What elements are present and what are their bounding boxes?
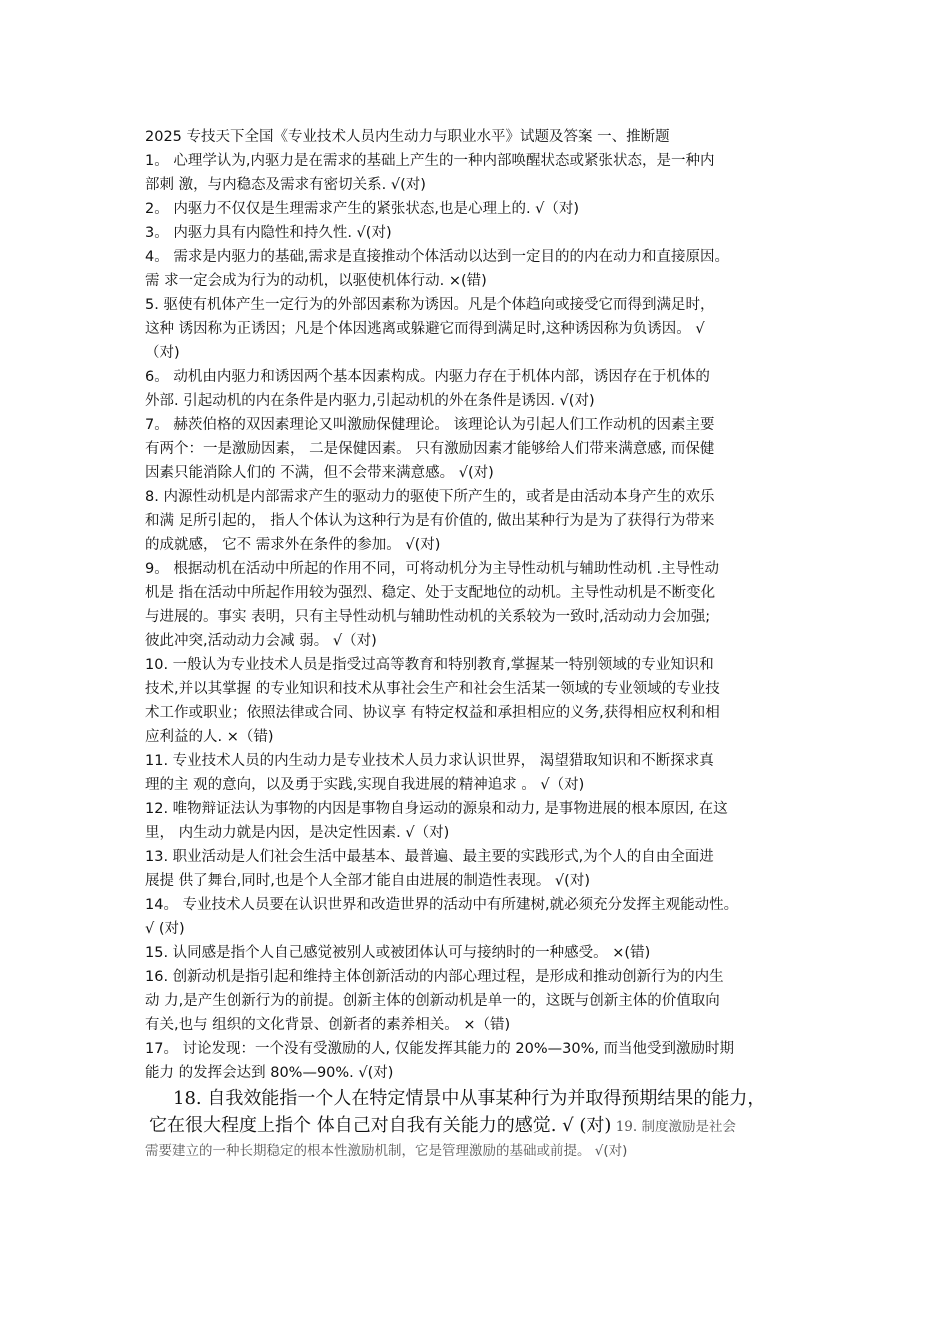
question-line: 的成就感， 它不 需求外在条件的参加。 √(对) <box>145 537 441 553</box>
question-line: 术工作或职业；依照法律或合同、协议享 有特定权益和承担相应的义务,获得相应权利和相 <box>145 705 720 721</box>
question-line: 展提 供了舞台,同时,也是个人全部才能自由进展的制造性表现。 √(对) <box>145 873 590 889</box>
question-list <box>145 149 825 1085</box>
question-item <box>145 893 825 941</box>
question-line: 里， 内生动力就是内因，是决定性因素. √（对) <box>145 825 450 841</box>
question-19-start: 19. 制度激励是社会 <box>611 1119 736 1135</box>
question-line: 14。 专业技术人员要在认识世界和改造世界的活动中有所建树,就必须充分发挥主观能动性。 <box>145 897 739 913</box>
question-item <box>145 221 825 245</box>
question-line: 有两个：一是激励因素， 二是保健因素。 只有激励因素才能够给人们带来满意感, 而保健 <box>145 441 715 457</box>
question-line: 和满 足所引起的， 指人个体认为这种行为是有价值的, 做出某种行为是为了获得行为带来 <box>145 513 715 529</box>
question-line: 应利益的人. ×（错) <box>145 729 274 745</box>
question-line: 11. 专业技术人员的内生动力是专业技术人员力求认识世界， 渴望猎取知识和不断探求真 <box>145 753 714 769</box>
question-line: 9。 根据动机在活动中所起的作用不同，可将动机分为主导性动机与辅助性动机 .主导性动 <box>145 561 720 577</box>
question-line: 机是 指在活动中所起作用较为强烈、稳定、处于支配地位的动机。主导性动机是不断变化 <box>145 585 716 601</box>
question-item <box>145 365 825 413</box>
question-line: 外部. 引起动机的内在条件是内驱力,引起动机的外在条件是诱因. √(对) <box>145 393 595 409</box>
question-line: 动 力,是产生创新行为的前提。创新主体的创新动机是单一的，这既与创新主体的价值取向 <box>145 993 720 1009</box>
question-line: 这种 诱因称为正诱因；凡是个体因逃离或躲避它而得到满足时,这种诱因称为负诱因。 √ <box>145 321 705 337</box>
question-item <box>145 149 825 197</box>
question-18-line-2: 它在很大程度上指个 体自己对自我有关能力的感觉. √ (对) <box>149 1115 612 1136</box>
question-item <box>145 413 825 485</box>
question-line: √ (对) <box>145 921 185 937</box>
question-item <box>145 557 825 653</box>
question-item <box>145 965 825 1037</box>
question-line: 6。 动机由内驱力和诱因两个基本因素构成。内驱力存在于机体内部，诱因存在于机体的 <box>145 369 710 385</box>
document-content <box>145 125 825 1163</box>
question-18-line-1: 18. 自我效能指一个人在特定情景中从事某种行为并取得预期结果的能力， <box>173 1088 766 1109</box>
question-item-18 <box>145 1085 825 1139</box>
question-line: 3。 内驱力具有内隐性和持久性. √(对) <box>145 225 392 241</box>
question-line: 12. 唯物辩证法认为事物的内因是事物自身运动的源泉和动力, 是事物进展的根本原因, 在这 <box>145 801 728 817</box>
question-line: 1。 心理学认为,内驱力是在需求的基础上产生的一种内部唤醒状态或紧张状态，是一种内 <box>145 153 715 169</box>
question-line: 16. 创新动机是指引起和维持主体创新活动的内部心理过程，是形成和推动创新行为的内生 <box>145 969 724 985</box>
question-item <box>145 797 825 845</box>
question-line: （对) <box>145 345 180 361</box>
question-line: 因素只能消除人们的 不满，但不会带来满意感。 √(对) <box>145 465 494 481</box>
question-line: 17。 讨论发现：一个没有受激励的人, 仅能发挥其能力的 20%—30%, 而当他受到激励时期 <box>145 1041 735 1057</box>
question-item <box>145 941 825 965</box>
question-line: 13. 职业活动是人们社会生活中最基本、最普遍、最主要的实践形式,为个人的自由全面进 <box>145 849 714 865</box>
question-line: 与进展的。事实 表明，只有主导性动机与辅助性动机的关系较为一致时,活动动力会加强; <box>145 609 711 625</box>
question-line: 10. 一般认为专业技术人员是指受过高等教育和特别教育,掌握某一特别领域的专业知识和 <box>145 657 714 673</box>
question-item <box>145 845 825 893</box>
question-line: 彼此冲突,活动动力会减 弱。 √（对) <box>145 633 377 649</box>
question-item <box>145 485 825 557</box>
question-line: 有关,也与 组织的文化背景、创新者的素养相关。 ×（错) <box>145 1017 511 1033</box>
question-item <box>145 197 825 221</box>
question-line: 需 求一定会成为行为的动机，以驱使机体行动. ×(错) <box>145 273 487 289</box>
question-line: 5. 驱使有机体产生一定行为的外部因素称为诱因。凡是个体趋向或接受它而得到满足时， <box>145 297 715 313</box>
document-title: 2025 专技天下全国《专业技术人员内生动力与职业水平》试题及答案 一、推断题 <box>145 129 670 145</box>
question-item <box>145 653 825 749</box>
question-item <box>145 245 825 293</box>
question-line: 技术,并以其掌握 的专业知识和技术从事社会生产和社会生活某一领域的专业领域的专业技 <box>145 681 720 697</box>
question-item <box>145 1037 825 1085</box>
question-line: 8. 内源性动机是内部需求产生的驱动力的驱使下所产生的，或者是由活动本身产生的欢乐 <box>145 489 715 505</box>
question-line: 7。 赫茨伯格的双因素理论又叫激励保健理论。 该理论认为引起人们工作动机的因素主要 <box>145 417 715 433</box>
question-line: 2。 内驱力不仅仅是生理需求产生的紧张状态,也是心理上的. √（对) <box>145 201 580 217</box>
question-item <box>145 749 825 797</box>
question-line: 15. 认同感是指个人自己感觉被别人或被团体认可与接纳时的一种感受。 ×(错) <box>145 945 651 961</box>
question-line: 理的主 观的意向，以及勇于实践,实现自我进展的精神追求 。 √（对) <box>145 777 585 793</box>
question-line: 部刺 激，与内稳态及需求有密切关系. √(对) <box>145 177 426 193</box>
question-19-continuation: 需要建立的一种长期稳定的根本性激励机制，它是管理激励的基础或前提。 √(对) <box>145 1143 628 1159</box>
question-item <box>145 293 825 365</box>
question-line: 4。 需求是内驱力的基础,需求是直接推动个体活动以达到一定目的的内在动力和直接原因。 <box>145 249 729 265</box>
question-line: 能力 的发挥会达到 80%—90%. √(对) <box>145 1065 394 1081</box>
